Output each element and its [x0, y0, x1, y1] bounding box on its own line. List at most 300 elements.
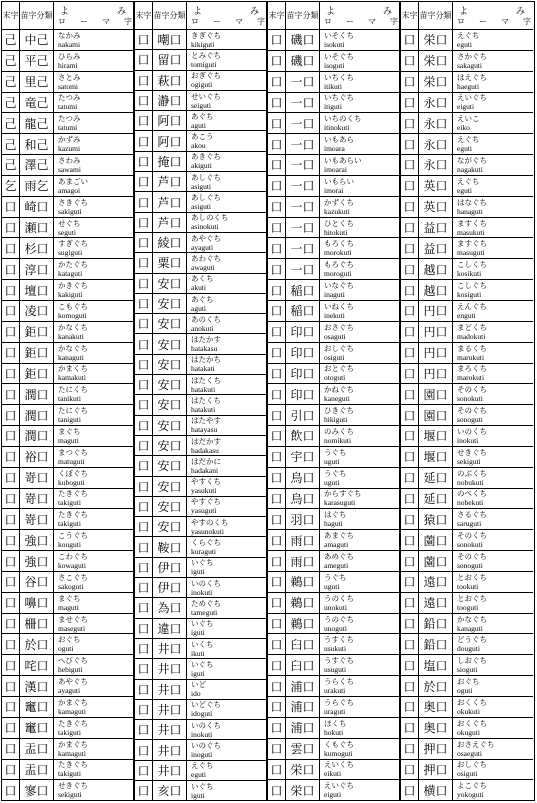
- surname-class: 臼口: [286, 634, 320, 654]
- surname-class: 栄口: [419, 72, 453, 92]
- end-char: 己: [2, 93, 20, 113]
- kana-reading: いのぐち: [191, 741, 221, 751]
- kana-reading: のみくち: [324, 426, 354, 436]
- end-char: 口: [135, 213, 153, 232]
- end-char: 己: [2, 113, 20, 133]
- end-char: 口: [268, 509, 286, 529]
- end-char: 口: [2, 551, 20, 571]
- end-char: 口: [268, 301, 286, 321]
- romaji-reading: otoguti: [324, 373, 346, 383]
- kana-reading: おくぐち: [457, 718, 487, 728]
- kana-reading: いちくち: [324, 72, 354, 82]
- header-reading-mi: み: [382, 7, 392, 17]
- end-char: 口: [401, 259, 419, 279]
- end-char: 口: [401, 72, 419, 92]
- table-row: [135, 152, 266, 172]
- kana-reading: よこぐち: [457, 781, 487, 791]
- kana-reading: あきぐち: [191, 152, 221, 162]
- kana-reading: さかぐち: [457, 51, 487, 61]
- end-char: 口: [135, 598, 153, 617]
- table-row: [135, 274, 266, 294]
- surname-class: 違口: [153, 619, 187, 638]
- reading-cell: [187, 720, 266, 739]
- kana-reading: へびぐち: [58, 656, 88, 666]
- table-row: [135, 314, 266, 334]
- end-char: 口: [135, 558, 153, 577]
- kana-reading: かきぐち: [58, 281, 88, 291]
- surname-class: 押口: [419, 760, 453, 780]
- kana-reading: くぼぐち: [58, 468, 88, 478]
- surname-class: 於口: [20, 634, 54, 654]
- reading-cell: [187, 477, 266, 496]
- reading-cell: [187, 537, 266, 556]
- end-char: 口: [401, 426, 419, 446]
- end-char: 口: [268, 322, 286, 342]
- romaji-reading: uguti: [324, 456, 340, 466]
- table-header: [135, 2, 266, 30]
- romaji-reading: osaguti: [324, 331, 346, 341]
- romaji-reading: sonoguti: [457, 561, 483, 571]
- end-char: 口: [401, 468, 419, 488]
- reading-cell: [320, 447, 399, 467]
- surname-class: 芦口: [153, 172, 187, 191]
- end-char: 口: [135, 334, 153, 353]
- end-char: 己: [2, 155, 20, 175]
- kana-reading: きぎぐち: [191, 30, 221, 40]
- table-row: [135, 639, 266, 659]
- romaji-reading: sakoguti: [58, 581, 84, 591]
- end-char: 口: [268, 760, 286, 780]
- surname-class: 井口: [153, 680, 187, 699]
- romaji-reading: kazumi: [58, 144, 81, 154]
- surname-class: 益口: [419, 218, 453, 238]
- kana-reading: あめぐち: [324, 552, 354, 562]
- romaji-reading: takiguti: [58, 519, 81, 529]
- surname-class: 遠口: [419, 593, 453, 613]
- table-row: [401, 634, 533, 655]
- kana-reading: いもあらい: [324, 155, 362, 165]
- header-end-char: 末字: [268, 2, 286, 29]
- reading-cell: [187, 659, 266, 678]
- table-row: [401, 426, 533, 447]
- romaji-reading: ogiguti: [191, 80, 213, 90]
- table-row: [268, 364, 399, 385]
- table-header: [401, 2, 533, 30]
- romaji-reading: takiguti: [58, 769, 81, 779]
- kana-reading: えぐち: [457, 135, 480, 145]
- kana-reading: さきぐち: [58, 197, 88, 207]
- end-char: 口: [135, 314, 153, 333]
- surname-class: 嚊口: [20, 593, 54, 613]
- table-row: [268, 30, 399, 51]
- table-row: [2, 384, 133, 405]
- kana-reading: からすぐち: [324, 489, 362, 499]
- reading-cell: [320, 739, 399, 759]
- romaji-reading: tameguti: [191, 607, 218, 617]
- surname-class: 安口: [153, 497, 187, 516]
- end-char: 己: [2, 30, 20, 50]
- reading-cell: [453, 739, 533, 759]
- header-romaji-3: マ: [102, 17, 110, 26]
- surname-class: 井口: [153, 720, 187, 739]
- reading-cell: [453, 697, 533, 717]
- end-char: 口: [135, 740, 153, 759]
- table-row: [2, 30, 133, 51]
- kana-reading: まるくち: [457, 343, 487, 353]
- reading-cell: [453, 259, 533, 279]
- kana-reading: かなくち: [58, 322, 88, 332]
- kana-reading: かなぐち: [457, 614, 487, 624]
- kana-reading: あぐち: [191, 111, 214, 121]
- reading-cell: [453, 134, 533, 154]
- end-char: 口: [268, 30, 286, 50]
- kana-reading: ますくち: [457, 218, 487, 228]
- table-row: [401, 259, 533, 280]
- table-row: [401, 218, 533, 239]
- end-char: 口: [2, 322, 20, 342]
- end-char: 口: [401, 384, 419, 404]
- reading-cell: [453, 530, 533, 550]
- reading-cell: [453, 176, 533, 196]
- reading-cell: [187, 30, 266, 49]
- table-row: [135, 537, 266, 557]
- table-row: [135, 111, 266, 131]
- table-row: [268, 614, 399, 635]
- end-char: 口: [401, 93, 419, 113]
- romaji-reading: kanaguti: [457, 623, 483, 633]
- reading-cell: [453, 572, 533, 592]
- table-row: [135, 192, 266, 212]
- romaji-reading: masukuti: [457, 227, 485, 237]
- romaji-reading: nobekuti: [457, 498, 484, 508]
- reading-cell: [453, 343, 533, 363]
- reading-cell: [187, 456, 266, 475]
- romaji-reading: kaneguti: [324, 394, 350, 404]
- reading-cell: [187, 152, 266, 171]
- end-char: 口: [268, 676, 286, 696]
- table-row: [135, 700, 266, 720]
- header-romaji-2: ー: [213, 17, 221, 26]
- surname-class: 安口: [153, 294, 187, 313]
- kana-reading: えいこ: [457, 114, 480, 124]
- kana-reading: やすのくち: [191, 517, 229, 527]
- surname-class: 中己: [20, 30, 54, 50]
- table-row: [2, 509, 133, 530]
- reading-cell: [54, 509, 133, 529]
- reading-cell: [187, 213, 266, 232]
- surname-class: 円口: [419, 364, 453, 384]
- table-row: [2, 530, 133, 551]
- romaji-reading: sawami: [58, 164, 81, 174]
- surname-class: 園口: [419, 384, 453, 404]
- surname-class: 引口: [286, 405, 320, 425]
- romaji-reading: maseguti: [58, 623, 86, 633]
- surname-class: 寥口: [20, 780, 54, 800]
- table-row: [401, 113, 533, 134]
- romaji-reading: inokuti: [457, 435, 479, 445]
- reading-cell: [187, 639, 266, 658]
- table-row: [401, 489, 533, 510]
- table-row: [2, 468, 133, 489]
- surname-class: 一口: [286, 218, 320, 238]
- end-char: 口: [2, 447, 20, 467]
- table-row: [268, 447, 399, 468]
- kana-reading: やすぐち: [191, 497, 221, 507]
- end-char: 口: [268, 51, 286, 71]
- surname-class: 鉅口: [20, 322, 54, 342]
- reading-cell: [320, 93, 399, 113]
- header-romaji-2: ー: [479, 17, 487, 26]
- table-row: [268, 468, 399, 489]
- surname-class: 芦口: [153, 192, 187, 211]
- table-row: [135, 598, 266, 618]
- surname-class: 越口: [419, 259, 453, 279]
- table-row: [268, 718, 399, 739]
- surname-class: 安口: [153, 416, 187, 435]
- surname-class: 鵜口: [286, 614, 320, 634]
- kana-reading: はたかす: [191, 335, 221, 345]
- table-row: [401, 343, 533, 364]
- romaji-reading: eguti: [457, 144, 472, 154]
- surname-class: 鉅口: [20, 364, 54, 384]
- kana-reading: こわぐち: [58, 552, 88, 562]
- romaji-reading: hokuti: [324, 727, 344, 737]
- kana-reading: いのくち: [191, 720, 221, 730]
- kana-reading: いどぐち: [191, 700, 221, 710]
- table-row: [135, 456, 266, 476]
- romaji-reading: sonoguti: [457, 415, 483, 425]
- kana-reading: はたくち: [191, 395, 221, 405]
- kana-reading: はだかす: [191, 436, 221, 446]
- surname-class: 浦口: [286, 718, 320, 738]
- surname-class: 於口: [419, 676, 453, 696]
- reading-cell: [453, 364, 533, 384]
- end-char: 口: [268, 364, 286, 384]
- end-char: 口: [2, 343, 20, 363]
- romaji-reading: okuguti: [457, 727, 480, 737]
- end-char: 口: [2, 301, 20, 321]
- reading-cell: [187, 700, 266, 719]
- romaji-reading: inaguti: [324, 290, 345, 300]
- romaji-reading: komoguti: [58, 310, 87, 320]
- table-row: [2, 676, 133, 697]
- table-row: [135, 213, 266, 233]
- romaji-reading: ayaguti: [58, 686, 81, 696]
- header-reading-yo: よ: [193, 7, 203, 17]
- end-char: 口: [135, 50, 153, 69]
- romaji-reading: tooguti: [457, 602, 479, 612]
- reading-cell: [320, 405, 399, 425]
- header-romaji-1: ロ: [457, 17, 465, 26]
- reading-cell: [320, 343, 399, 363]
- table-row: [2, 343, 133, 364]
- table-row: [135, 294, 266, 314]
- romaji-reading: eiko: [457, 123, 470, 133]
- reading-cell: [453, 72, 533, 92]
- kana-reading: あくち: [191, 274, 214, 284]
- romaji-reading: amagoi: [58, 185, 81, 195]
- end-char: 口: [135, 619, 153, 638]
- surname-class: 井口: [153, 700, 187, 719]
- kana-reading: あしぐち: [191, 193, 221, 203]
- header-romaji-4: 字: [124, 17, 132, 26]
- kana-reading: あぐち: [191, 294, 214, 304]
- kana-reading: あのくち: [191, 314, 221, 324]
- end-char: 口: [401, 551, 419, 571]
- kana-reading: ためぐち: [191, 598, 221, 608]
- romaji-reading: akuti: [191, 283, 206, 293]
- reading-cell: [453, 718, 533, 738]
- kana-reading: せきぐち: [457, 447, 487, 457]
- kana-reading: いど: [191, 680, 206, 690]
- surname-class: 英口: [419, 197, 453, 217]
- kana-reading: かなぐち: [58, 343, 88, 353]
- kana-reading: さるぐち: [457, 510, 487, 520]
- reading-cell: [54, 113, 133, 133]
- surname-class: 印口: [286, 322, 320, 342]
- reading-cell: [453, 447, 533, 467]
- reading-cell: [320, 322, 399, 342]
- kana-reading: こもぐち: [58, 301, 88, 311]
- romaji-reading: sonokuti: [457, 540, 483, 550]
- end-char: 口: [2, 697, 20, 717]
- table-row: [268, 197, 399, 218]
- surname-class: 臼口: [286, 655, 320, 675]
- table-row: [135, 71, 266, 91]
- reading-cell: [187, 680, 266, 699]
- surname-class: 柵口: [20, 614, 54, 634]
- end-char: 口: [401, 530, 419, 550]
- kana-reading: いぐち: [191, 558, 214, 568]
- romaji-reading: sugiguti: [58, 248, 83, 258]
- surname-class: 飲口: [286, 426, 320, 446]
- kana-reading: かずくち: [324, 197, 354, 207]
- kana-reading: いそぐち: [324, 51, 354, 61]
- surname-class: 鉅口: [20, 343, 54, 363]
- kana-reading: たにぐち: [58, 406, 88, 416]
- end-char: 口: [401, 489, 419, 509]
- end-char: 口: [2, 364, 20, 384]
- surname-class: 平己: [20, 51, 54, 71]
- table-header: [2, 2, 133, 30]
- reading-cell: [320, 259, 399, 279]
- table-row: [2, 634, 133, 655]
- reading-cell: [453, 405, 533, 425]
- end-char: 口: [268, 572, 286, 592]
- reading-cell: [187, 253, 266, 272]
- reading-cell: [54, 30, 133, 50]
- reading-cell: [320, 51, 399, 71]
- table-row: [268, 780, 399, 800]
- romaji-reading: hatayasu: [191, 425, 218, 435]
- kana-reading: おしぐち: [457, 760, 487, 770]
- table-row: [401, 697, 533, 718]
- reading-cell: [453, 468, 533, 488]
- romaji-reading: aguti: [191, 120, 206, 130]
- table-row: [268, 155, 399, 176]
- kana-reading: あしぐち: [191, 172, 221, 182]
- romaji-reading: ido: [191, 689, 201, 699]
- table-row: [2, 155, 133, 176]
- romaji-reading: tomiguti: [191, 59, 217, 69]
- end-char: 口: [2, 593, 20, 613]
- end-char: 口: [2, 780, 20, 800]
- kana-reading: はたくち: [191, 375, 221, 385]
- end-char: 口: [401, 697, 419, 717]
- kana-reading: いぐち: [191, 781, 214, 791]
- reading-cell: [320, 655, 399, 675]
- romaji-reading: kakiguti: [58, 290, 83, 300]
- header-end-char: 末字: [135, 2, 153, 29]
- end-char: 口: [2, 405, 20, 425]
- kana-reading: おとぐち: [324, 364, 354, 374]
- surname-class: 凌口: [20, 301, 54, 321]
- romaji-reading: eikuti: [324, 769, 342, 779]
- reading-cell: [187, 781, 266, 800]
- reading-cell: [453, 301, 533, 321]
- end-char: 口: [135, 274, 153, 293]
- end-char: 口: [135, 294, 153, 313]
- kana-reading: こうぐち: [58, 531, 88, 541]
- kana-reading: はたかち: [191, 355, 221, 365]
- end-char: 口: [401, 614, 419, 634]
- end-char: 口: [268, 238, 286, 258]
- table-row: [2, 718, 133, 739]
- table-row: [2, 176, 133, 197]
- header-reading-yo: よ: [459, 7, 469, 17]
- kana-reading: しおぐち: [457, 656, 487, 666]
- surname-class: 栄口: [419, 51, 453, 71]
- header-romaji-3: マ: [235, 17, 243, 26]
- reading-cell: [320, 530, 399, 550]
- romaji-reading: eiguti: [457, 102, 475, 112]
- surname-class: 阿口: [153, 111, 187, 130]
- end-char: 口: [401, 739, 419, 759]
- kana-reading: うすくち: [324, 635, 354, 645]
- end-char: 口: [401, 343, 419, 363]
- table-row: [2, 405, 133, 426]
- reading-cell: [320, 760, 399, 780]
- romaji-reading: hebiguti: [58, 665, 83, 675]
- romaji-reading: sioguti: [457, 665, 478, 675]
- end-char: 口: [401, 572, 419, 592]
- reading-cell: [187, 761, 266, 780]
- kana-reading: そのぐち: [457, 552, 487, 562]
- reading-cell: [453, 238, 533, 258]
- reading-cell: [453, 780, 533, 800]
- end-char: 口: [135, 253, 153, 272]
- romaji-reading: nobukuti: [457, 477, 484, 487]
- table-row: [401, 739, 533, 760]
- kana-reading: なかみ: [58, 30, 81, 40]
- table-row: [2, 614, 133, 635]
- surname-class: 一口: [286, 134, 320, 154]
- kana-reading: はなぐち: [457, 197, 487, 207]
- table-row: [135, 172, 266, 192]
- header-reading-mi: み: [116, 7, 126, 17]
- surname-class: 永口: [419, 113, 453, 133]
- kana-reading: くらぐち: [191, 538, 221, 548]
- reading-cell: [187, 192, 266, 211]
- kana-reading: おぐち: [58, 635, 81, 645]
- surname-class: 壇口: [20, 280, 54, 300]
- kana-reading: たきぐち: [58, 489, 88, 499]
- end-char: 口: [268, 697, 286, 717]
- table-row: [268, 572, 399, 593]
- romaji-reading: eguti: [457, 39, 472, 49]
- reading-cell: [320, 676, 399, 696]
- end-char: 口: [135, 152, 153, 171]
